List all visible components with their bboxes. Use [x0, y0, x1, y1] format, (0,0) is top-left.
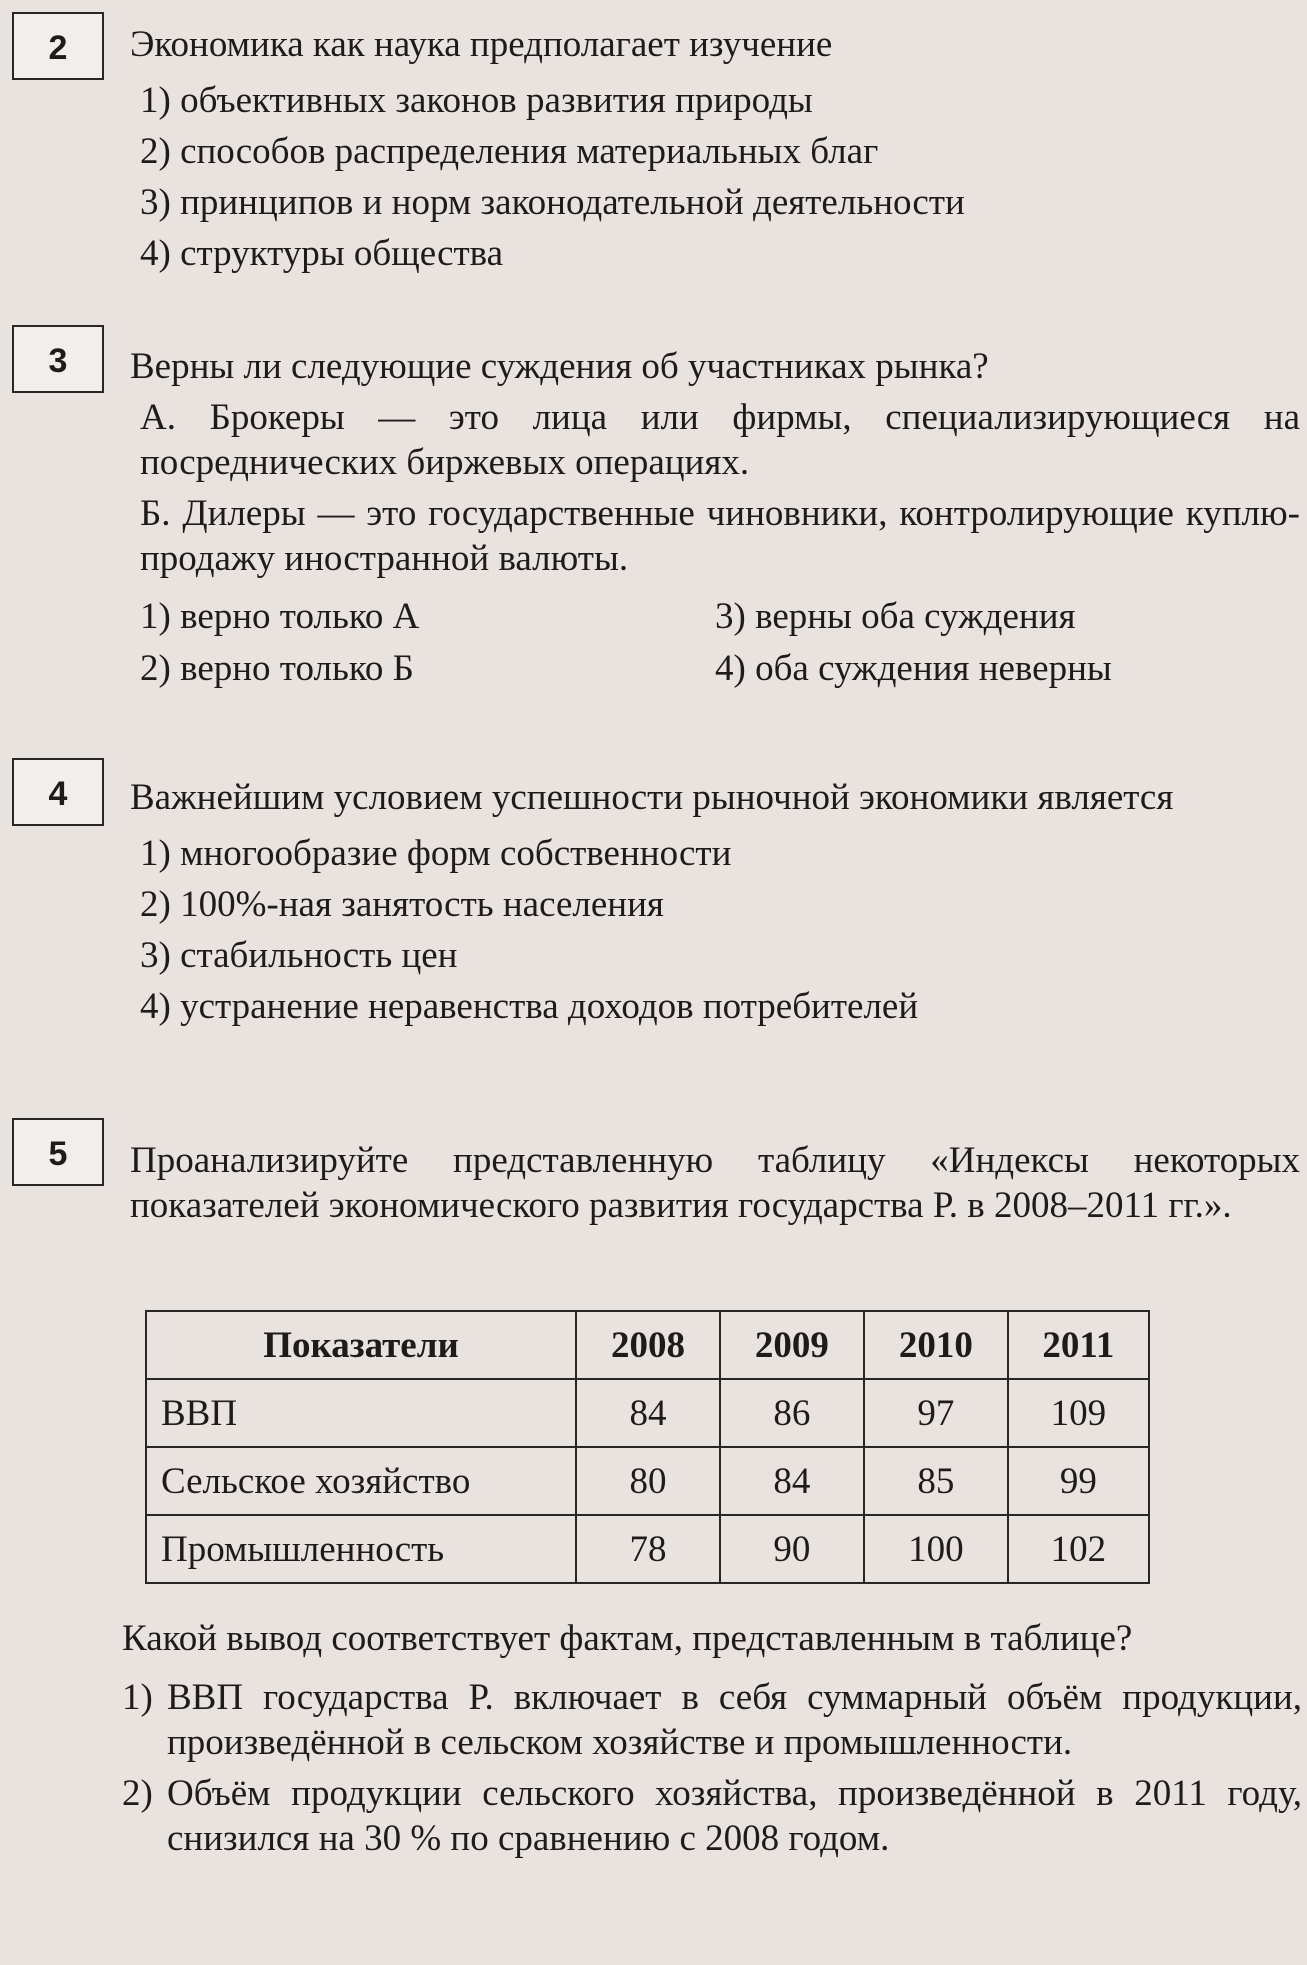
answer-text: Объём продукции сельского хозяйства, произведённой в 2011 году, снизился на 30 % по сравнению с 2008 годом.	[167, 1773, 1302, 1859]
question-stem: Проанализируйте представленную таблицу «Индексы некоторых показателей экономического развития государства Р. в 2008–2011 гг.».	[130, 1140, 1300, 1226]
option: 4) устранение неравенства доходов потребителей	[140, 986, 919, 1027]
options-list	[130, 828, 1300, 1032]
table-row	[146, 1379, 1149, 1447]
row-label: ВВП	[146, 1379, 576, 1447]
option: 4) оба суждения неверны	[715, 648, 1112, 689]
answer-text: ВВП государства Р. включает в себя суммарный объём продукции, произведённой в сельском хозяйстве и промышленности.	[167, 1677, 1302, 1763]
table-header-row	[146, 1311, 1149, 1379]
column-header: 2009	[720, 1311, 864, 1379]
question-number-badge: 2	[12, 12, 104, 80]
option: 4) структуры общества	[140, 233, 504, 274]
question-stem: Важнейшим условием успешности рыночной экономики является	[130, 777, 1174, 818]
options-grid	[140, 591, 1300, 695]
answer-number: 1)	[122, 1677, 153, 1718]
option: 1) многообразие форм собственности	[140, 833, 732, 874]
column-header: Показатели	[146, 1311, 576, 1379]
option: 2) верно только Б	[140, 648, 414, 689]
table-row	[146, 1447, 1149, 1515]
table-cell: 86	[720, 1379, 864, 1447]
table-cell: 78	[576, 1515, 720, 1583]
option: 2) 100%-ная занятость населения	[140, 884, 664, 925]
row-label: Сельское хозяйство	[146, 1447, 576, 1515]
row-label: Промышленность	[146, 1515, 576, 1583]
question-stem: Экономика как наука предполагает изучение	[130, 24, 833, 65]
answer-item	[122, 1675, 1302, 1765]
answer-list	[122, 1675, 1302, 1861]
table-cell: 100	[864, 1515, 1008, 1583]
option: 1) объективных законов развития природы	[140, 80, 813, 121]
table-cell: 97	[864, 1379, 1008, 1447]
question-4	[130, 775, 1300, 1032]
question-number-badge: 5	[12, 1118, 104, 1186]
table-cell: 84	[720, 1447, 864, 1515]
column-header: 2008	[576, 1311, 720, 1379]
column-header: 2010	[864, 1311, 1008, 1379]
question-3	[130, 344, 1300, 695]
question-stem: Верны ли следующие суждения об участниках рынка?	[130, 346, 989, 387]
options-list	[130, 75, 1300, 279]
question-prompt: Какой вывод соответствует фактам, представленным в таблице?	[122, 1618, 1133, 1659]
table-cell: 80	[576, 1447, 720, 1515]
question-5-answers	[122, 1616, 1302, 1861]
answer-number: 2)	[122, 1773, 153, 1814]
option: 2) способов распределения материальных благ	[140, 131, 879, 172]
question-2	[130, 22, 1300, 279]
indices-table	[145, 1310, 1150, 1584]
option: 3) стабильность цен	[140, 935, 458, 976]
column-header: 2011	[1008, 1311, 1149, 1379]
judgment-b: Б. Дилеры — это государственные чиновники, контролирующие куплю-продажу иностранной валюты.	[140, 493, 1300, 579]
table-row	[146, 1515, 1149, 1583]
question-number-badge: 3	[12, 325, 104, 393]
table-cell: 109	[1008, 1379, 1149, 1447]
question-5	[130, 1138, 1300, 1228]
answer-item	[122, 1771, 1302, 1861]
table-cell: 90	[720, 1515, 864, 1583]
table-cell: 99	[1008, 1447, 1149, 1515]
table-cell: 102	[1008, 1515, 1149, 1583]
option: 1) верно только А	[140, 596, 420, 637]
judgment-a: А. Брокеры — это лица или фирмы, специализирующиеся на посреднических биржевых операциях.	[140, 397, 1300, 483]
table-cell: 84	[576, 1379, 720, 1447]
question-number-badge: 4	[12, 758, 104, 826]
table-cell: 85	[864, 1447, 1008, 1515]
option: 3) принципов и норм законодательной деятельности	[140, 182, 965, 223]
option: 3) верны оба суждения	[715, 596, 1076, 637]
